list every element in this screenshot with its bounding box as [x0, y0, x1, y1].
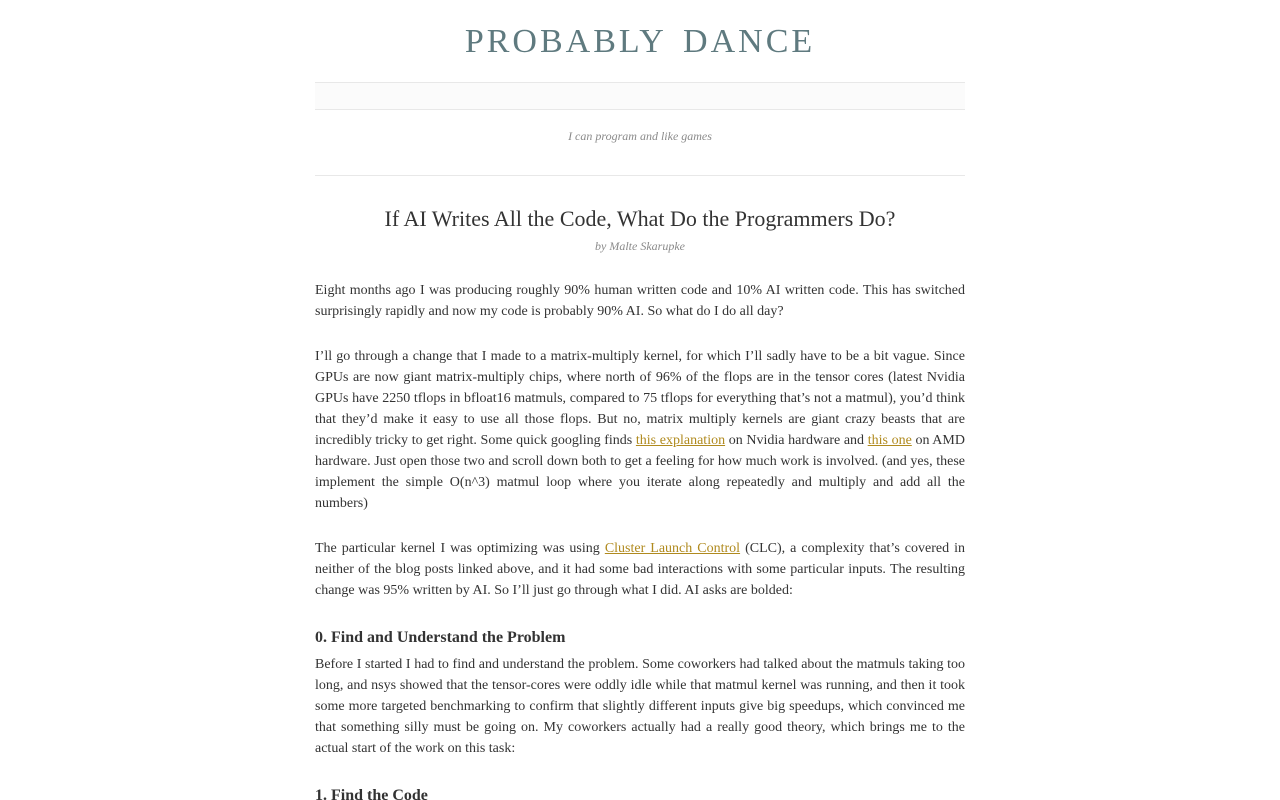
link-this-one[interactable]: this one — [867, 433, 912, 448]
navigation-bar — [315, 82, 965, 110]
paragraph-matmul-text-b: on Nvidia hardware and — [725, 433, 868, 448]
paragraph-problem: Before I started I had to find and understand the problem. Some coworkers had talked about the matmuls taking too long, and nsys showed that the tensor-cores were oddly idle while that matmul kernel was running, and then it took some more targeted benchmarking to confirm that slightly different inputs give big speedups, which convinced me that something silly must be going on. My coworkers actually had a really good theory, which brings me to the actual start of the work on this task: — [315, 657, 965, 756]
site-tagline: I can program and like games — [315, 110, 965, 176]
paragraph-clc-text-b: (CLC), a complexity that’s covered in neither of the blog posts linked above, and it had some bad interactions with some particular inputs. The resulting change was 95% written by AI. So I’ll just go through what I did. AI asks are bolded: — [315, 541, 966, 598]
link-cluster-launch-control[interactable]: Cluster Launch Control — [604, 541, 741, 556]
byline-prefix: by — [595, 239, 610, 253]
paragraph-matmul-text-c: on AMD hardware. Just open those two and scroll down both to get a feeling for how much work is involved. (and yes, these implement the simple O(n^3) matmul loop where you iterate along repeatedly and multiply and add all the numbers) — [315, 433, 965, 511]
paragraph-matmul-text-a: I’ll go through a change that I made to a matrix-multiply kernel, for which I’ll sadly have to be a bit vague. Since GPUs are now giant matrix-multiply chips, where north of 96% of the flops are in the tensor cores (latest Nvidia GPUs have 2250 tflops in bfloat16 matmuls, compared to 75 tflops for everything that’s not a matmul), you’d think that they’d make it easy to use all those flops. But no, matrix multiply kernels are giant crazy beasts that are incredibly tricky to get right. Some quick googling finds — [315, 349, 965, 448]
paragraph-clc — [315, 538, 965, 601]
heading-find-understand-problem: 0. Find and Understand the Problem — [315, 629, 566, 646]
paragraph-intro: Eight months ago I was producing roughly 90% human written code and 10% AI written code. This has switched surprisingly rapidly and now my code is probably 90% AI. So what do I do all day? — [315, 283, 965, 319]
site-title-link[interactable]: PROBABLY DANCE — [464, 23, 816, 60]
heading-find-the-code: 1. Find the Code — [315, 787, 428, 800]
link-this-explanation[interactable]: this explanation — [635, 433, 726, 448]
page — [315, 0, 965, 800]
post-content — [315, 280, 965, 800]
post-article — [315, 205, 965, 800]
paragraph-matmul — [315, 346, 965, 514]
post-title: If AI Writes All the Code, What Do the Programmers Do? — [384, 206, 896, 231]
post-byline — [315, 238, 965, 254]
paragraph-clc-text-a: The particular kernel I was optimizing was using — [315, 541, 605, 556]
author-link[interactable]: Malte Skarupke — [609, 239, 685, 253]
